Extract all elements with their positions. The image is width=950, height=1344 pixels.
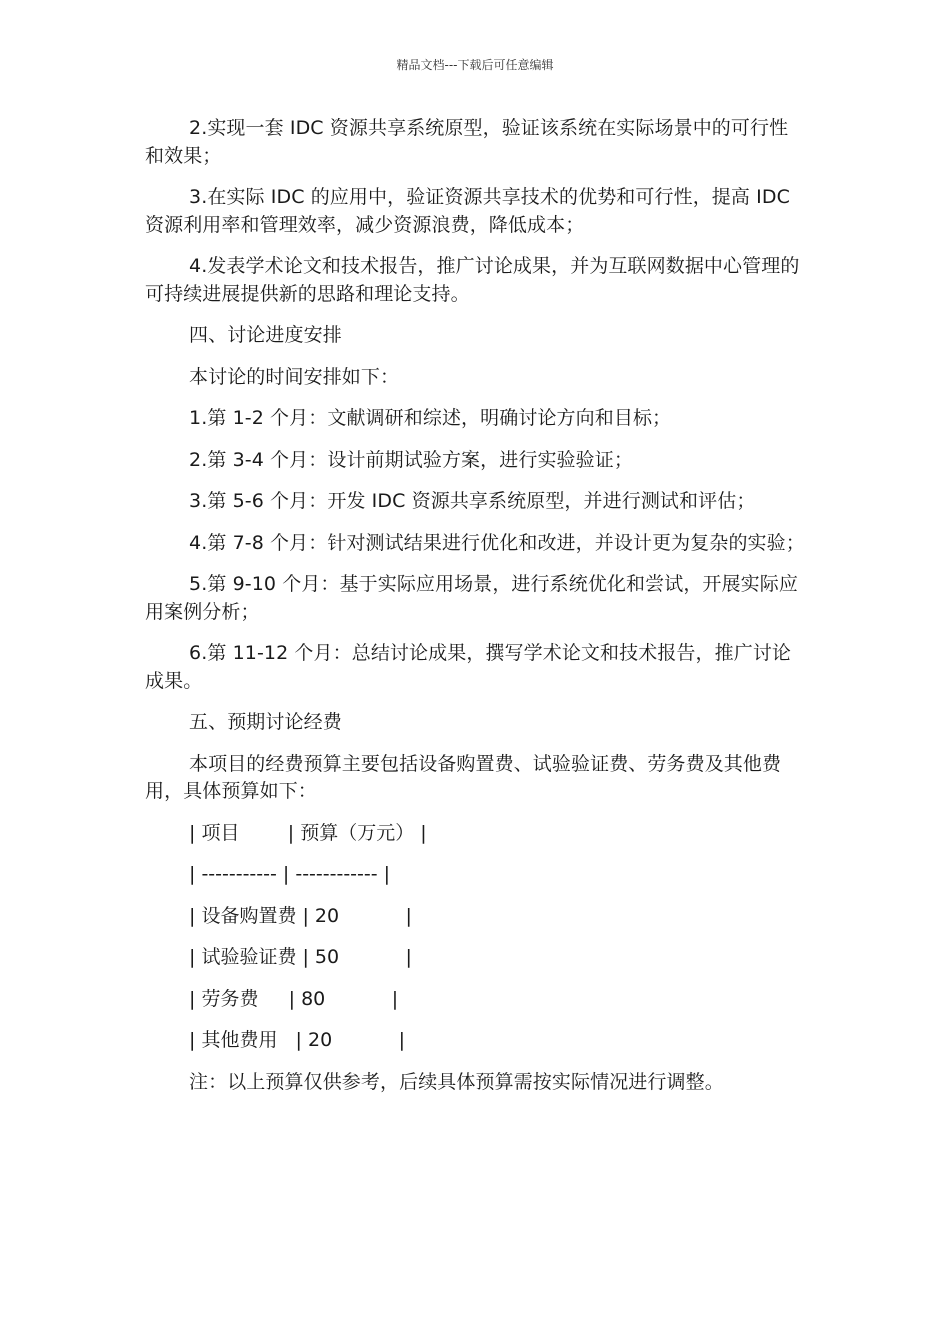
page-header: 精品文档---下载后可任意编辑 (396, 58, 554, 72)
schedule-item-1: 1.第 1-2 个月：文献调研和综述，明确讨论方向和目标； (189, 407, 672, 429)
paragraph-schedule-intro: 本讨论的时间安排如下： (189, 365, 400, 388)
budget-table-header: | 项目 | 预算（万元） | (189, 821, 427, 844)
budget-table-row: | 设备购置费 | 20 | (189, 904, 412, 927)
schedule-item-6: 6.第 11-12 个月：总结讨论成果，撰写学术论文和技术报告，推广讨论成果。 (145, 642, 792, 692)
document-body (145, 115, 807, 1110)
schedule-item-4: 4.第 7-8 个月：针对测试结果进行优化和改进，并设计更为复杂的实验； (189, 531, 805, 554)
budget-table-row: | 劳务费 | 80 | (189, 987, 399, 1010)
paragraph-goal-4: 4.发表学术论文和技术报告，推广讨论成果，并为互联网数据中心管理的可持续进展提供新的思路和理论支持。 (145, 255, 800, 305)
section-heading-budget: 五、预期讨论经费 (189, 711, 342, 733)
paragraph-goal-2: 2.实现一套 IDC 资源共享系统原型，验证该系统在实际场景中的可行性和效果； (145, 117, 789, 167)
budget-table-row: | 其他费用 | 20 | (189, 1029, 406, 1051)
schedule-item-2: 2.第 3-4 个月：设计前期试验方案，进行实验验证； (189, 448, 633, 471)
paragraph-budget-intro: 本项目的经费预算主要包括设备购置费、试验验证费、劳务费及其他费用，具体预算如下： (145, 752, 782, 802)
budget-note: 注：以上预算仅供参考，后续具体预算需按实际情况进行调整。 (189, 1070, 724, 1093)
paragraph-goal-3: 3.在实际 IDC 的应用中，验证资源共享技术的优势和可行性，提高 IDC 资源利用率和管理效率，减少资源浪费，降低成本； (145, 186, 790, 236)
budget-table-row: | 试验验证费 | 50 | (189, 946, 412, 968)
section-heading-schedule: 四、讨论进度安排 (189, 324, 342, 346)
budget-table-separator: | ----------- | ------------ | (189, 863, 391, 885)
schedule-item-3: 3.第 5-6 个月：开发 IDC 资源共享系统原型，并进行测试和评估； (189, 490, 756, 512)
schedule-item-5: 5.第 9-10 个月：基于实际应用场景，进行系统优化和尝试，开展实际应用案例分析； (145, 573, 798, 623)
